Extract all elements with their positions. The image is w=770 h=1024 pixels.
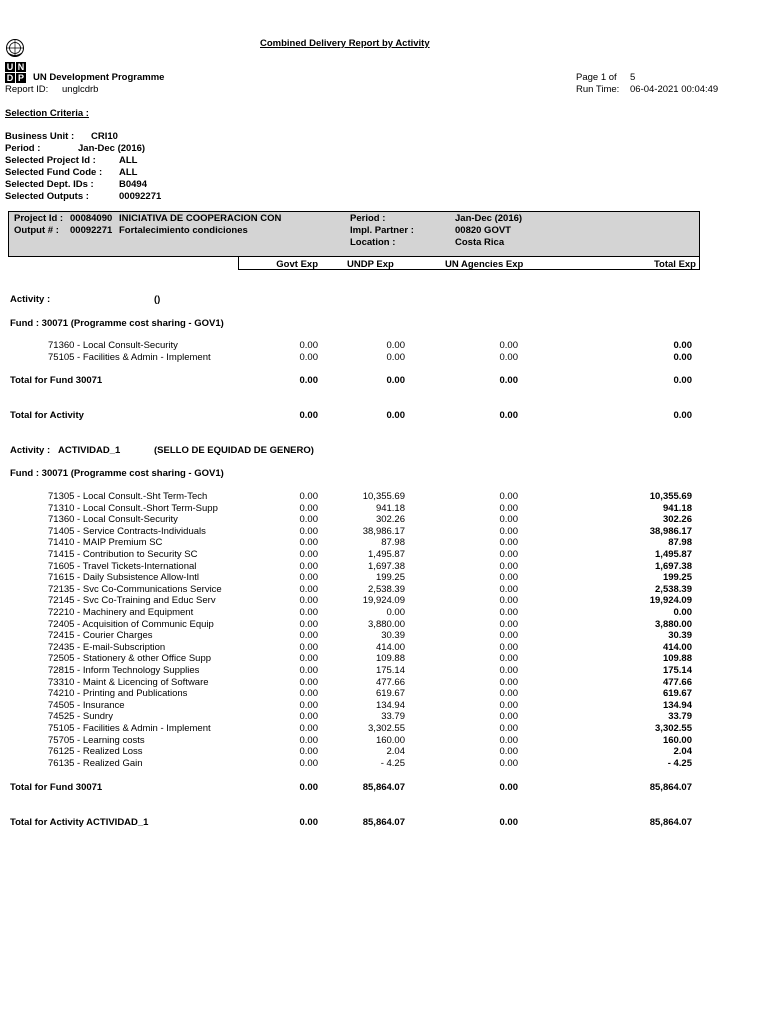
activity-description: () [154,294,161,305]
govt-exp-cell: 0.00 [299,560,318,572]
row-label: 74210 - Printing and Publications [48,688,188,700]
govt-exp-cell: 0.00 [299,340,318,351]
logo-letter: P [17,73,24,83]
total-undp: 85,864.07 [362,817,405,828]
table-row [0,677,770,689]
total-exp-cell: 33.79 [668,711,692,723]
total-exp-cell: 87.98 [668,537,692,549]
row-label: 75105 - Facilities & Admin - Implement [48,723,211,734]
agencies-exp-cell: 0.00 [499,757,518,769]
undp-exp-cell: 38,986.17 [362,525,405,537]
output-id-value: 00092271 [70,225,113,236]
criteria-label: Selected Fund Code : [5,167,103,178]
logo-letter: U [6,62,14,72]
total-exp: 85,864.07 [649,817,692,828]
report-id-value: unglcdrb [62,84,99,95]
govt-exp-cell: 0.00 [299,549,318,560]
criteria-value: ALL [119,155,138,166]
criteria-value: 00092271 [119,191,162,202]
fund-line: Fund : 30071 (Programme cost sharing - GOV1) [10,318,224,329]
row-label: 74505 - Insurance [48,699,125,711]
table-row [0,352,770,364]
logo-letter: D [6,73,14,83]
total-exp: 0.00 [673,410,692,421]
undp-exp-cell: 199.25 [375,572,405,584]
table-row [0,700,770,712]
total-exp-cell: 2.04 [673,746,692,758]
activity-id: ACTIVIDAD_1 [58,445,121,456]
table-row [0,595,770,607]
agencies-exp-cell: 0.00 [499,618,518,630]
period-value: Jan-Dec (2016) [455,213,523,224]
agencies-exp-cell: 0.00 [499,723,518,734]
run-time-label: Run Time: [576,84,620,95]
undp-letters [5,62,27,83]
total-exp-cell: 941.18 [662,502,692,514]
criteria-value: CRI10 [91,131,118,142]
total-exp-cell: 109.88 [662,653,692,665]
total-exp-cell: 302.26 [662,514,692,526]
table-row [0,735,770,747]
undp-exp-cell: 619.67 [375,688,405,700]
total-exp: 85,864.07 [649,782,692,793]
activity-label: Activity : [10,445,51,456]
govt-exp-cell: 0.00 [299,757,318,769]
total-label: Total for Activity ACTIVIDAD_1 [10,817,149,828]
table-row [0,340,770,352]
table-row [0,711,770,723]
row-label: 72435 - E-mail-Subscription [48,641,166,653]
table-row [0,746,770,758]
agencies-exp-cell: 0.00 [499,340,518,351]
agencies-exp-cell: 0.00 [499,734,518,746]
total-undp: 0.00 [386,410,405,421]
govt-exp-cell: 0.00 [299,491,318,502]
agencies-exp-cell: 0.00 [499,572,518,584]
fund-line: Fund : 30071 (Programme cost sharing - GOV1) [10,468,224,479]
total-exp-cell: 0.00 [673,340,692,351]
table-row [0,665,770,677]
agencies-exp-cell: 0.00 [499,641,518,653]
column-header-agencies: UN Agencies Exp [445,259,524,270]
total-exp-cell: 1,697.38 [655,560,692,572]
table-row [0,653,770,665]
table-row [0,619,770,631]
row-label: 71305 - Local Consult.-Sht Term-Tech [48,491,208,502]
table-row [0,537,770,549]
row-label: 71615 - Daily Subsistence Allow-Intl [48,572,200,584]
agencies-exp-cell: 0.00 [499,560,518,572]
column-header-undp: UNDP Exp [347,259,394,270]
undp-exp-cell: 1,697.38 [368,560,405,572]
activity-total-row [0,817,770,829]
undp-exp-cell: 160.00 [375,734,405,746]
criteria-heading: Selection Criteria : [5,108,89,119]
total-exp-cell: 0.00 [673,607,692,618]
total-exp-cell: 30.39 [668,630,692,642]
agencies-exp-cell: 0.00 [499,665,518,676]
org-name: UN Development Programme [33,72,165,83]
undp-exp-cell: 30.39 [381,630,405,642]
undp-exp-cell: 109.88 [375,653,405,665]
agencies-exp-cell: 0.00 [499,699,518,711]
row-label: 71360 - Local Consult-Security [48,340,178,351]
table-row [0,572,770,584]
total-govt: 0.00 [299,817,318,828]
project-name: INICIATIVA DE COOPERACION CON [119,213,282,224]
criteria-label: Selected Outputs : [5,191,89,202]
total-exp-cell: 414.00 [662,641,692,653]
row-label: 76135 - Realized Gain [48,757,143,769]
criteria-value: B0494 [119,179,147,190]
agencies-exp-cell: 0.00 [499,595,518,607]
row-label: 71360 - Local Consult-Security [48,514,178,526]
row-label: 72815 - Inform Technology Supplies [48,665,200,676]
activity-description: (SELLO DE EQUIDAD DE GENERO) [154,445,314,456]
page-label: Page 1 of [576,72,617,83]
row-label: 72210 - Machinery and Equipment [48,607,194,618]
govt-exp-cell: 0.00 [299,699,318,711]
fund-total-row [0,375,770,387]
agencies-exp-cell: 0.00 [499,514,518,526]
undp-exp-cell: 134.94 [375,699,405,711]
undp-exp-cell: 19,924.09 [362,595,405,607]
total-exp-cell: 2,538.39 [655,583,692,595]
row-label: 71310 - Local Consult.-Short Term-Supp [48,502,218,514]
total-agencies: 0.00 [499,782,518,793]
agencies-exp-cell: 0.00 [499,537,518,549]
agencies-exp-cell: 0.00 [499,746,518,758]
logo-letter: N [17,62,25,72]
govt-exp-cell: 0.00 [299,525,318,537]
period-label: Period : [350,213,386,224]
table-row [0,607,770,619]
table-row [0,514,770,526]
column-header-total: Total Exp [653,259,696,270]
total-label: Total for Activity [10,410,84,421]
row-label: 75705 - Learning costs [48,734,145,746]
location-label: Location : [350,237,396,248]
agencies-exp-cell: 0.00 [499,549,518,560]
row-label: 71415 - Contribution to Security SC [48,549,198,560]
total-exp-cell: 619.67 [662,688,692,700]
agencies-exp-cell: 0.00 [499,351,518,363]
total-agencies: 0.00 [499,817,518,828]
govt-exp-cell: 0.00 [299,502,318,514]
activity-label: Activity : [10,294,51,305]
row-label: 71405 - Service Contracts-Individuals [48,525,206,537]
table-row [0,491,770,503]
total-agencies: 0.00 [499,375,518,386]
row-label: 72405 - Acquisition of Communic Equip [48,618,214,630]
table-row [0,758,770,770]
undp-exp-cell: 941.18 [375,502,405,514]
agencies-exp-cell: 0.00 [499,653,518,665]
govt-exp-cell: 0.00 [299,607,318,618]
column-header-govt: Govt Exp [276,259,318,270]
govt-exp-cell: 0.00 [299,653,318,665]
total-label: Total for Fund 30071 [10,375,103,386]
total-exp-cell: 477.66 [662,676,692,688]
output-name: Fortalecimiento condiciones [119,225,248,236]
total-exp-cell: 134.94 [662,699,692,711]
total-exp-cell: - 4.25 [667,757,692,769]
criteria-label: Period : [5,143,41,154]
un-emblem-icon [5,38,25,58]
total-exp-cell: 1,495.87 [655,549,692,560]
total-govt: 0.00 [299,782,318,793]
govt-exp-cell: 0.00 [299,641,318,653]
undp-logo [5,38,27,82]
total-govt: 0.00 [299,410,318,421]
govt-exp-cell: 0.00 [299,514,318,526]
govt-exp-cell: 0.00 [299,676,318,688]
row-label: 71605 - Travel Tickets-International [48,560,197,572]
undp-exp-cell: 414.00 [375,641,405,653]
govt-exp-cell: 0.00 [299,688,318,700]
agencies-exp-cell: 0.00 [499,688,518,700]
row-label: 71410 - MAIP Premium SC [48,537,163,549]
location-value: Costa Rica [455,237,505,248]
table-row [0,526,770,538]
criteria-label: Selected Project Id : [5,155,96,166]
agencies-exp-cell: 0.00 [499,607,518,618]
row-label: 72145 - Svc Co-Training and Educ Serv [48,595,216,607]
table-row [0,723,770,735]
table-row [0,549,770,561]
total-exp-cell: 38,986.17 [649,525,692,537]
undp-exp-cell: 33.79 [381,711,405,723]
criteria-label: Business Unit : [5,131,75,142]
govt-exp-cell: 0.00 [299,583,318,595]
total-govt: 0.00 [299,375,318,386]
govt-exp-cell: 0.00 [299,723,318,734]
row-label: 74525 - Sundry [48,711,113,723]
criteria-value: ALL [119,167,138,178]
undp-exp-cell: 302.26 [375,514,405,526]
govt-exp-cell: 0.00 [299,351,318,363]
total-exp-cell: 175.14 [662,665,692,676]
undp-exp-cell: 3,302.55 [368,723,405,734]
agencies-exp-cell: 0.00 [499,502,518,514]
criteria-value: Jan-Dec (2016) [78,143,146,154]
govt-exp-cell: 0.00 [299,572,318,584]
agencies-exp-cell: 0.00 [499,525,518,537]
report-id-label: Report ID: [5,84,49,95]
output-label: Output # : [14,225,59,236]
agencies-exp-cell: 0.00 [499,491,518,502]
govt-exp-cell: 0.00 [299,630,318,642]
total-undp: 85,864.07 [362,782,405,793]
table-row [0,642,770,654]
partner-value: 00820 GOVT [455,225,511,236]
total-exp-cell: 3,880.00 [655,618,692,630]
total-agencies: 0.00 [499,410,518,421]
total-exp-cell: 199.25 [662,572,692,584]
undp-exp-cell: - 4.25 [380,757,405,769]
total-exp-cell: 0.00 [673,351,692,363]
govt-exp-cell: 0.00 [299,595,318,607]
govt-exp-cell: 0.00 [299,711,318,723]
page-total: 5 [630,72,636,83]
undp-exp-cell: 3,880.00 [368,618,405,630]
total-exp-cell: 10,355.69 [649,491,692,502]
govt-exp-cell: 0.00 [299,537,318,549]
undp-exp-cell: 2,538.39 [368,583,405,595]
row-label: 72415 - Courier Charges [48,630,153,642]
total-exp-cell: 160.00 [662,734,692,746]
undp-exp-cell: 0.00 [386,607,405,618]
project-id-label: Project Id : [14,213,64,224]
row-label: 73310 - Maint & Licencing of Software [48,676,209,688]
criteria-label: Selected Dept. IDs : [5,179,94,190]
table-row [0,688,770,700]
govt-exp-cell: 0.00 [299,665,318,676]
undp-exp-cell: 87.98 [381,537,405,549]
table-row [0,561,770,573]
undp-exp-cell: 477.66 [375,676,405,688]
total-label: Total for Fund 30071 [10,782,103,793]
total-exp-cell: 3,302.55 [655,723,692,734]
undp-exp-cell: 0.00 [386,340,405,351]
project-id-value: 00084090 [70,213,113,224]
row-label: 76125 - Realized Loss [48,746,143,758]
undp-exp-cell: 10,355.69 [362,491,405,502]
activity-total-row [0,410,770,422]
agencies-exp-cell: 0.00 [499,583,518,595]
agencies-exp-cell: 0.00 [499,711,518,723]
report-title: Combined Delivery Report by Activity [260,38,430,49]
agencies-exp-cell: 0.00 [499,676,518,688]
row-label: 75105 - Facilities & Admin - Implement [48,351,211,363]
undp-exp-cell: 2.04 [386,746,405,758]
run-time-value: 06-04-2021 00:04:49 [630,84,719,95]
table-row [0,584,770,596]
govt-exp-cell: 0.00 [299,734,318,746]
row-label: 72135 - Svc Co-Communications Service [48,583,222,595]
total-exp: 0.00 [673,375,692,386]
total-exp-cell: 19,924.09 [649,595,692,607]
total-undp: 0.00 [386,375,405,386]
partner-label: Impl. Partner : [350,225,414,236]
undp-exp-cell: 0.00 [386,351,405,363]
row-label: 72505 - Stationery & other Office Supp [48,653,212,665]
table-row [0,630,770,642]
govt-exp-cell: 0.00 [299,746,318,758]
govt-exp-cell: 0.00 [299,618,318,630]
table-row [0,503,770,515]
undp-exp-cell: 175.14 [375,665,405,676]
fund-total-row [0,782,770,794]
agencies-exp-cell: 0.00 [499,630,518,642]
undp-exp-cell: 1,495.87 [368,549,405,560]
